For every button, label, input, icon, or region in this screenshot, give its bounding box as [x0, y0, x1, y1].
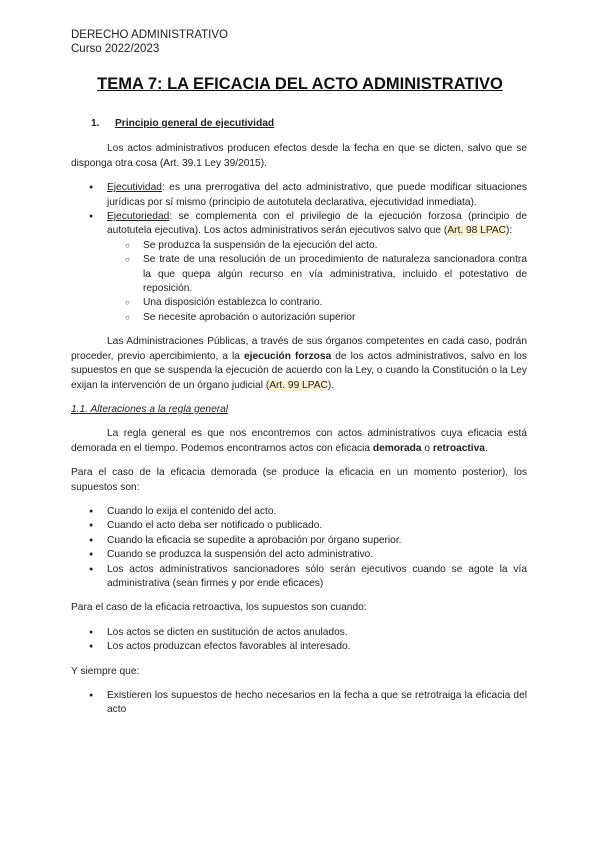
text-run: o	[421, 442, 433, 454]
list-retroactive-cases	[71, 626, 527, 655]
paragraph-general-rule	[71, 427, 527, 456]
definition-text: : es una prerrogativa del acto administrativo, que puede modificar situaciones jurídicas por sí mismo (principio de autotutela declarativa, ejecutividad inmediata).	[107, 182, 527, 208]
list-item	[71, 210, 527, 325]
paragraph-effects-date: Los actos administrativos producen efectos desde la fecha en que se dicten, salvo que se disponga otra cosa (Art. 39.1 Ley 39/2015).	[71, 143, 527, 169]
list-item	[71, 181, 527, 210]
bold-term: demorada	[372, 442, 422, 454]
list-conditions	[71, 689, 527, 718]
header-course-name: DERECHO ADMINISTRATIVO	[71, 29, 228, 41]
list-item: ● Los actos administrativos sancionadores sólo serán ejecutivos cuando se agote la vía administrativa (sean firmes y por ende eficaces)	[71, 563, 527, 592]
list-delayed-cases	[71, 505, 527, 591]
law-reference: Art. 98 LPAC	[447, 225, 507, 237]
text-run: ).	[327, 379, 335, 391]
list-item: ● Existieren los supuestos de hecho necesarios en la fecha a que se retrotraiga la eficacia del acto	[71, 689, 527, 718]
term-ejecutoriedad: Ejecutoriedad	[107, 211, 170, 223]
sublist-exceptions	[107, 239, 527, 325]
list-item: ● Cuando lo exija el contenido del acto.	[71, 505, 527, 519]
document-body	[71, 117, 527, 728]
header-course-year: Curso 2022/2023	[71, 43, 160, 55]
paragraph-conditions-intro: Y siempre que:	[71, 665, 140, 677]
text-run: La regla general es que nos encontremos con actos administrativos cuya eficacia está demorada en el tiempo. Podemos encontrarnos actos con eficacia	[71, 428, 527, 454]
bold-term: ejecución forzosa	[244, 350, 332, 362]
list-item: ● Los actos se dicten en sustitución de actos anulados.	[71, 626, 527, 640]
section-title: Principio general de ejecutividad	[115, 118, 275, 129]
page-header	[71, 28, 228, 56]
list-item: ● Cuando la eficacia se supedite a aprobación por órgano superior.	[71, 534, 527, 548]
bold-term: retroactiva	[432, 442, 485, 454]
term-ejecutividad: Ejecutividad	[107, 182, 162, 194]
paragraph-delayed-intro: Para el caso de la eficacia demorada (se produce la eficacia en un momento posterior), los supuestos son:	[71, 467, 527, 493]
sublist-item: ○ Se produzca la suspensión de la ejecución del acto.	[107, 239, 527, 253]
paragraph-retroactive-intro: Para el caso de la eficacia retroactiva, los supuestos son cuando:	[71, 602, 367, 614]
subsection-heading: 1.1. Alteraciones a la regla general	[71, 403, 229, 415]
list-item: ● Los actos produzcan efectos favorables al interesado.	[71, 640, 527, 654]
definition-text: : se complementa con el privilegio de la ejecución forzosa (principio de autotutela ejecutiva). Los actos administrativos serán ejecutivos salvo que (	[107, 211, 527, 237]
list-item: ● Cuando se produzca la suspensión del acto administrativo.	[71, 548, 527, 562]
text-run: Las Administraciones Públicas, a través de sus órganos competentes en cada caso, podrán proceder, previo apercibimiento, a la	[71, 336, 527, 362]
sublist-item: ○ Una disposición establezca lo contrario.	[107, 296, 527, 310]
sublist-item: ○ Se trate de una resolución de un procedimiento de naturaleza sancionadora contra la que quepa algún recurso en vía administrativa, incluido el potestativo de reposición.	[107, 253, 527, 296]
section-number: 1.	[91, 118, 100, 129]
definition-tail: ):	[506, 225, 513, 237]
document-title: TEMA 7: LA EFICACIA DEL ACTO ADMINISTRATIVO	[97, 75, 503, 93]
text-run: .	[484, 442, 488, 454]
paragraph-forced-execution	[71, 335, 527, 393]
text-run: de los actos administrativos, salvo en los supuestos en que se suspenda la ejecución de acuerdo con la Ley, o cuando la Constitución o la Ley exijan la intervención de un órgano judicial (	[71, 350, 527, 391]
section-heading	[91, 117, 527, 131]
list-item: ● Cuando el acto deba ser notificado o publicado.	[71, 519, 527, 533]
sublist-item: ○ Se necesite aprobación o autorización superior	[107, 311, 527, 325]
law-reference: Art. 99 LPAC	[269, 379, 328, 391]
list-ejecutividad	[71, 181, 527, 325]
